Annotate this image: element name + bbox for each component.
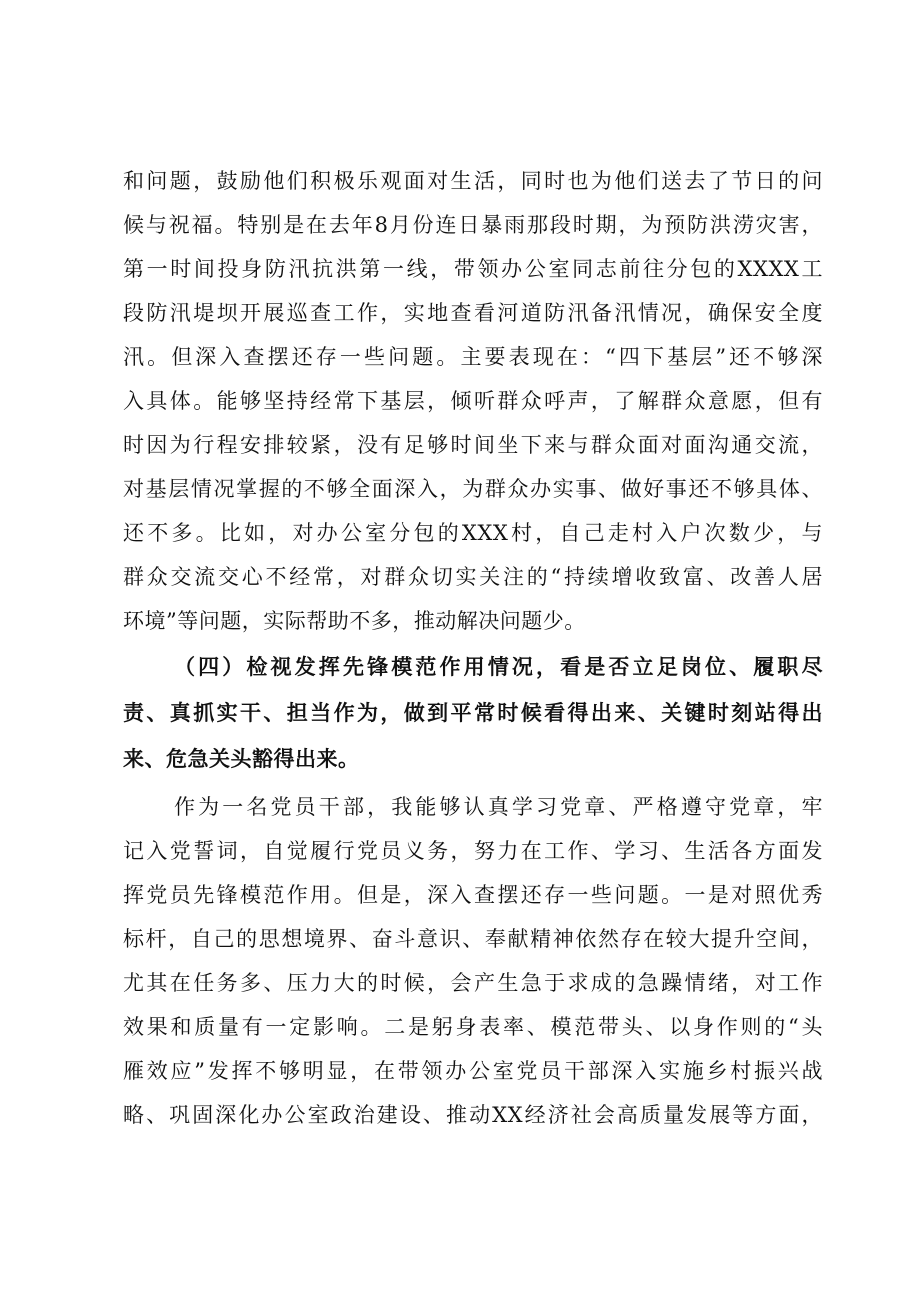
text-line: 略、巩固深化办公室政治建设、推动XX经济社会高质量发展等方面， <box>123 1103 823 1127</box>
text-line: 群众交流交心不经常，对群众切实关注的“持续增收致富、改善人居 <box>123 565 823 589</box>
text-line: 效果和质量有一定影响。二是躬身表率、模范带头、以身作则的“头 <box>123 1015 823 1039</box>
text-line: 尤其在任务多、压力大的时候，会产生急于求成的急躁情绪，对工作 <box>123 971 823 995</box>
text-line: 对基层情况掌握的不够全面深入，为群众办实事、做好事还不够具体、 <box>123 477 823 501</box>
text-line: 记入党誓词，自觉履行党员义务，努力在工作、学习、生活各方面发 <box>123 839 823 863</box>
text-line: 还不多。比如，对办公室分包的XXX村，自己走村入户次数少，与 <box>123 521 823 545</box>
text-line: 标杆，自己的思想境界、奋斗意识、奉献精神依然存在较大提升空间， <box>123 927 823 951</box>
text-line: 作为一名党员干部，我能够认真学习党章、严格遵守党章，牢 <box>174 795 823 819</box>
text-line: 时因为行程安排较紧，没有足够时间坐下来与群众面对面沟通交流， <box>123 433 823 457</box>
text-line: 环境”等问题，实际帮助不多，推动解决问题少。 <box>123 609 586 633</box>
text-line: 雁效应”发挥不够明显，在带领办公室党员干部深入实施乡村振兴战 <box>123 1059 823 1083</box>
section-heading-line: 来、危急关头豁得出来。 <box>123 747 360 771</box>
text-line: 挥党员先锋模范作用。但是，深入查摆还存一些问题。一是对照优秀 <box>123 883 823 907</box>
text-line: 和问题，鼓励他们积极乐观面对生活，同时也为他们送去了节日的问 <box>123 169 823 193</box>
section-heading-line: 责、真抓实干、担当作为，做到平常时候看得出来、关键时刻站得出 <box>123 701 823 725</box>
text-line: 汛。但深入查摆还存一些问题。主要表现在：“四下基层”还不够深 <box>123 345 823 369</box>
section-heading-line: （四）检视发挥先锋模范作用情况，看是否立足岗位、履职尽 <box>174 655 823 679</box>
text-line: 段防汛堤坝开展巡查工作，实地查看河道防汛备汛情况，确保安全度 <box>123 301 823 325</box>
text-line: 第一时间投身防汛抗洪第一线，带领办公室同志前往分包的XXXX工 <box>123 257 823 281</box>
text-line: 入具体。能够坚持经常下基层，倾听群众呼声，了解群众意愿，但有 <box>123 389 823 413</box>
text-line: 候与祝福。特别是在去年8月份连日暴雨那段时期，为预防洪涝灾害， <box>123 213 823 237</box>
